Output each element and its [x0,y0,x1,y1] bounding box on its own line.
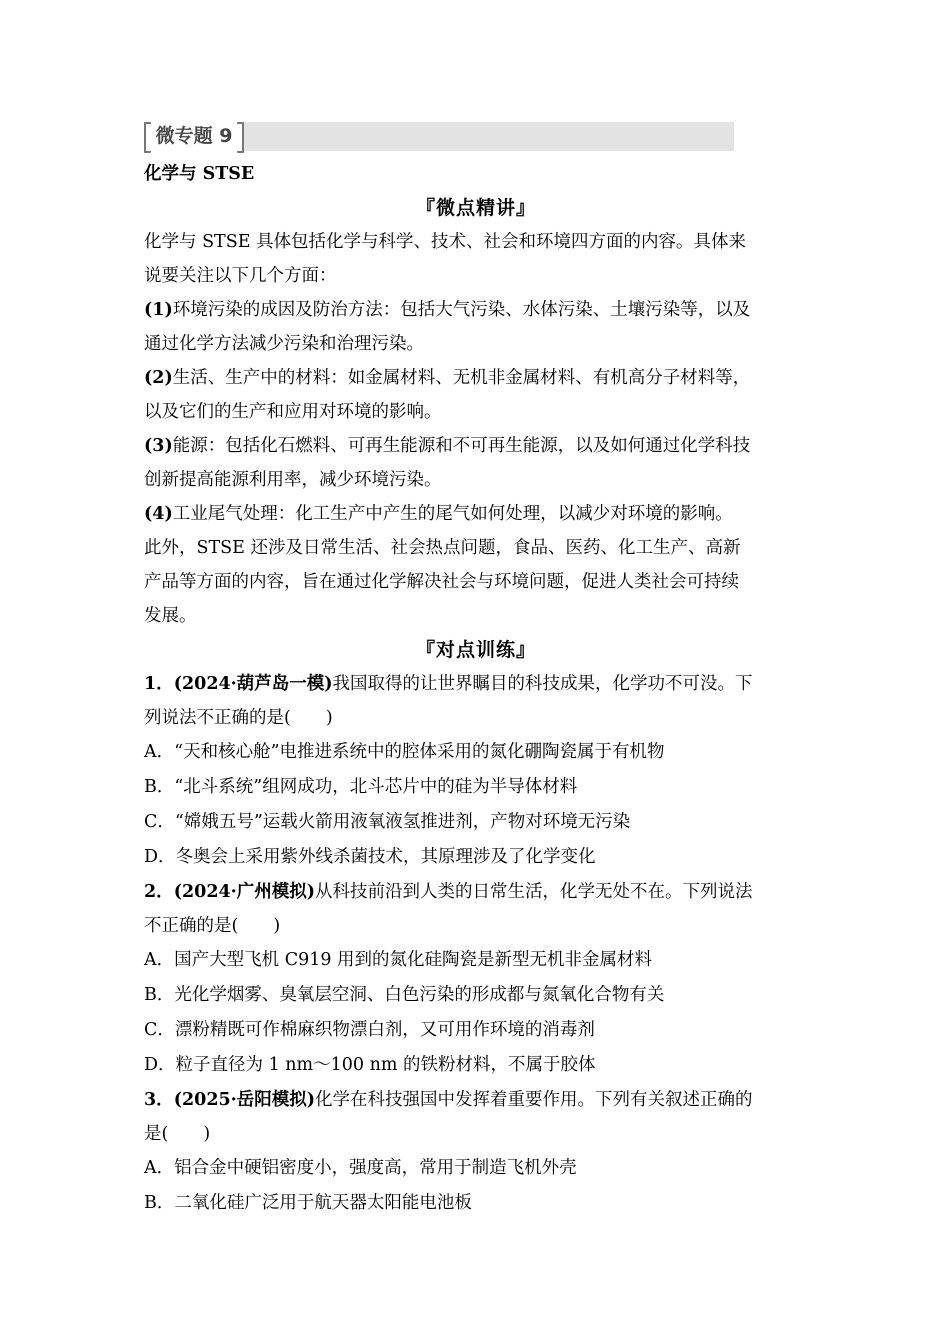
outro-line: 产品等方面的内容，旨在通过化学解决社会与环境问题，促进人类社会可持续 [144,572,739,592]
question-source: (2024·广州模拟) [173,882,316,902]
topic-banner [144,122,734,151]
section-heading-practice: 『对点训练』 [415,639,536,661]
document-body [144,157,808,1221]
point-number: (3) [144,436,173,456]
option-b: B．光化学烟雾、臭氧层空洞、白色污染的形成都与氮氧化合物有关 [144,985,665,1005]
point-text: 工业尾气处理：化工生产中产生的尾气如何处理，以减少对环境的影响。 [172,504,733,524]
point-item [144,429,808,463]
question-text: 我国取得的让世界瞩目的科技成果，化学功不可没。下 [332,674,753,694]
option-d: D．粒子直径为 1 nm～100 nm 的铁粉材料，不属于胶体 [144,1055,596,1075]
option-b: B．二氧化硅广泛用于航天器太阳能电池板 [144,1193,472,1213]
point-number: (2) [144,368,173,388]
point-text-continued: 通过化学方法减少污染和治理污染。 [144,334,424,354]
option-a: A．“天和核心舱”电推进系统中的腔体采用的氮化硼陶瓷属于有机物 [144,742,665,762]
question-number: 3． [144,1090,174,1110]
point-item [144,361,808,395]
point-number: (4) [144,504,173,524]
question-text: 化学在科技强国中发挥着重要作用。下列有关叙述正确的 [315,1090,753,1110]
topic-subtitle: 化学与 STSE [144,164,255,184]
question-number: 1． [144,674,174,694]
point-number: (1) [144,300,173,320]
outro-line: 发展。 [144,606,197,626]
point-text: 生活、生产中的材料：如金属材料、无机非金属材料、有机高分子材料等， [172,368,751,388]
question-number: 2． [144,882,174,902]
option-a: A．国产大型飞机 C919 用到的氮化硅陶瓷是新型无机非金属材料 [144,950,653,970]
option-b: B．“北斗系统”组网成功，北斗芯片中的硅为半导体材料 [144,777,578,797]
option-c: C．漂粉精既可作棉麻织物漂白剂，又可用作环境的消毒剂 [144,1020,595,1040]
point-text: 能源：包括化石燃料、可再生能源和不可再生能源，以及如何通过化学科技 [172,436,751,456]
intro-line: 化学与 STSE 具体包括化学与科学、技术、社会和环境四方面的内容。具体来 [144,232,747,252]
option-a: A．铝合金中硬铝密度小，强度高，常用于制造飞机外壳 [144,1158,577,1178]
question-text: 从科技前沿到人类的日常生活，化学无处不在。下列说法 [315,882,753,902]
question-source: (2024·葫芦岛一模) [173,674,333,694]
question-stem [144,667,808,701]
point-text-continued: 创新提高能源利用率，减少环境污染。 [144,470,442,490]
question-stem [144,875,808,909]
intro-line: 说要关注以下几个方面： [144,266,337,286]
question-source: (2025·岳阳模拟) [173,1090,316,1110]
outro-line: 此外，STSE 还涉及日常生活、社会热点问题，食品、医药、化工生产、高新 [144,538,741,558]
option-d: D．冬奥会上采用紫外线杀菌技术，其原理涉及了化学变化 [144,847,596,867]
section-heading-lecture: 『微点精讲』 [415,197,536,219]
point-text-continued: 以及它们的生产和应用对环境的影响。 [144,402,442,422]
question-text-continued: 是( ) [144,1124,211,1144]
point-text: 环境污染的成因及防治方法：包括大气污染、水体污染、土壤污染等，以及 [172,300,751,320]
point-item [144,497,808,531]
question-stem [144,1083,808,1117]
topic-label: 微专题 9 [144,122,244,151]
option-c: C．“嫦娥五号”运载火箭用液氧液氢推进剂，产物对环境无污染 [144,812,631,832]
question-text-continued: 列说法不正确的是( ) [144,708,333,728]
point-item [144,293,808,327]
question-text-continued: 不正确的是( ) [144,916,281,936]
